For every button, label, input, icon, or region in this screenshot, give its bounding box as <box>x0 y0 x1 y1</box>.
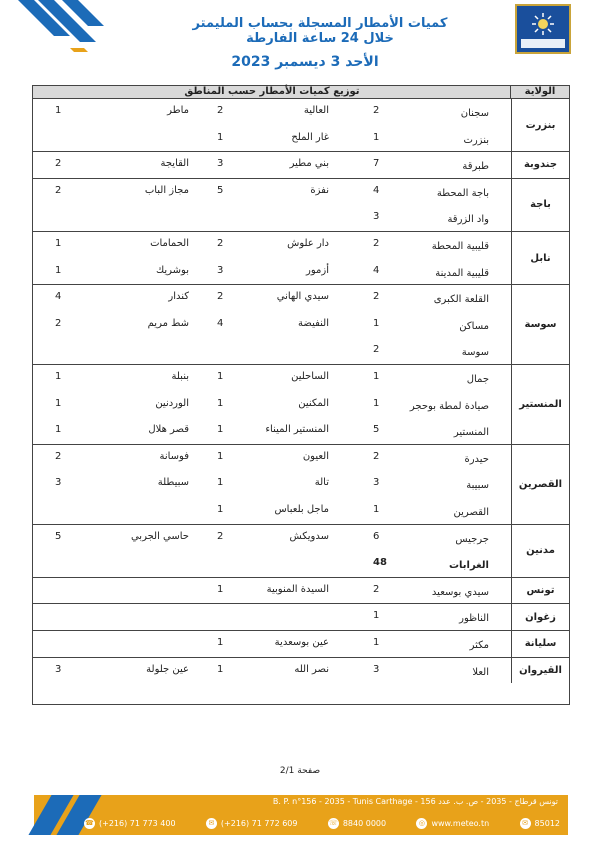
distribution-header: توزيع كميات الأمطار حسب المناطق <box>33 86 511 99</box>
rainfall-value: 1 <box>373 397 380 409</box>
rainfall-value: 7 <box>373 158 380 170</box>
station-name: كندار <box>168 291 189 303</box>
station-name: مساكن <box>459 320 489 332</box>
group-divider <box>33 178 511 179</box>
station-name: سبيطلة <box>157 477 189 489</box>
station-name: نصر الله <box>294 663 329 675</box>
station-name: أزمور <box>306 264 329 276</box>
governorate-cell: القصرين <box>511 444 569 524</box>
station-name: العالية <box>303 105 329 116</box>
rainfall-value: 2 <box>373 291 380 303</box>
group-divider <box>33 603 511 604</box>
station-name: القايجة <box>160 158 189 170</box>
station-name: العيون <box>302 450 329 462</box>
rainfall-value: 4 <box>55 291 62 303</box>
group-divider <box>33 364 511 365</box>
station-name: المنستير الميناء <box>265 424 329 436</box>
station-name: حيدرة <box>464 453 489 465</box>
rainfall-value: 2 <box>55 450 62 462</box>
decorative-stripes <box>0 0 110 60</box>
rainfall-value: 2 <box>55 158 62 170</box>
rainfall-value: 2 <box>373 344 380 356</box>
contact-text: (+216) 71 773 400 <box>99 819 176 828</box>
contact-item <box>328 818 386 829</box>
station-name: سيدي الهاني <box>276 291 329 303</box>
governorate-cell: سليانة <box>511 630 569 657</box>
rainfall-value: 1 <box>55 238 62 249</box>
report-subtitle: خلال 24 ساعة الفارطة <box>246 31 394 46</box>
sms-icon: ✉ <box>520 818 531 829</box>
rainfall-value: 3 <box>373 477 380 489</box>
rainfall-value: 5 <box>217 184 224 196</box>
report-header <box>150 16 490 46</box>
station-name: بوشريك <box>155 264 189 276</box>
rainfall-value: 4 <box>373 184 380 196</box>
station-name: سدويكش <box>289 530 329 542</box>
rainfall-table <box>32 85 570 705</box>
group-divider <box>33 524 511 525</box>
governorate-cell: نابل <box>511 231 569 284</box>
rainfall-value: 1 <box>217 397 224 409</box>
rainfall-value: 1 <box>373 637 380 648</box>
rainfall-value: 2 <box>217 291 224 303</box>
station-name: القصرين <box>453 507 489 518</box>
governorate-cell: المنستير <box>511 364 569 444</box>
phone-icon: ☎ <box>85 819 94 827</box>
rainfall-value: 2 <box>373 450 380 462</box>
rainfall-value: 5 <box>373 424 380 436</box>
station-name: الساحلين <box>291 371 329 382</box>
contact-item <box>520 818 560 829</box>
rainfall-value: 6 <box>373 530 380 542</box>
station-name: صيادة لمطة بوحجر <box>409 400 489 412</box>
footer-contacts <box>84 818 560 829</box>
governorate-cell: باجة <box>511 178 569 231</box>
rainfall-value: 2 <box>217 105 224 116</box>
rainfall-value: 3 <box>373 663 380 675</box>
governorate-cell: القيروان <box>511 657 569 684</box>
rainfall-value: 1 <box>217 371 224 382</box>
station-name: نفزة <box>310 184 329 196</box>
station-name: سيدي بوسعيد <box>431 586 489 598</box>
station-name: فوسانة <box>159 450 189 462</box>
rainfall-value: 1 <box>373 131 380 143</box>
station-name: سجنان <box>460 108 489 119</box>
governorate-cell: مدنين <box>511 524 569 577</box>
rainfall-value: 1 <box>217 637 224 648</box>
station-name: باجة المحطة <box>436 187 489 199</box>
governorate-cell: بنزرت <box>511 98 569 151</box>
rainfall-value: 3 <box>373 211 380 223</box>
station-name: المكنين <box>298 397 329 409</box>
station-name: المنستير <box>453 427 489 439</box>
governorate-cell: تونس <box>511 577 569 604</box>
rainfall-value: 1 <box>55 264 62 276</box>
governorate-cell: زغوان <box>511 603 569 630</box>
sun-icon <box>531 12 555 36</box>
rainfall-value: 1 <box>217 477 224 489</box>
station-name: سبيبة <box>466 480 489 492</box>
rainfall-value: 4 <box>373 264 380 276</box>
contact-item <box>206 818 298 829</box>
station-name: الحمامات <box>150 238 189 249</box>
rainfall-value: 3 <box>55 477 62 489</box>
rainfall-value: 1 <box>55 105 62 116</box>
station-name: القلعة الكبرى <box>433 294 489 306</box>
group-divider <box>33 284 511 285</box>
page-number: صفحة 2/1 <box>279 766 321 776</box>
rainfall-value: 1 <box>217 583 224 595</box>
station-name: قليبية المحطة <box>431 241 489 252</box>
station-name: شط مريم <box>147 317 189 329</box>
footer-bar <box>34 795 568 835</box>
station-name: طبرقة <box>462 161 489 173</box>
institute-logo <box>515 4 571 54</box>
group-divider <box>33 444 511 445</box>
rainfall-value: 2 <box>373 583 380 595</box>
contact-item <box>84 818 176 829</box>
web-icon: ◎ <box>416 818 427 829</box>
station-name: مجاز الباب <box>144 184 189 196</box>
group-divider <box>33 657 511 658</box>
report-title: كميات الأمطار المسجلة بحساب المليمتر <box>192 16 448 31</box>
station-name: النفيضة <box>298 317 329 329</box>
governorate-cell: جندوبة <box>511 151 569 178</box>
rainfall-value: 1 <box>217 450 224 462</box>
group-divider <box>33 630 511 631</box>
rainfall-value: 1 <box>373 504 380 515</box>
contact-text: 8840 0000 <box>342 819 387 828</box>
station-name: بني مطير <box>289 158 329 170</box>
governorate-header: الولاية <box>510 86 569 99</box>
station-name: جمال <box>466 374 489 385</box>
station-name: عين بوسعدية <box>274 637 329 648</box>
rainfall-value: 2 <box>55 317 62 329</box>
station-name: سوسة <box>461 347 489 359</box>
station-name: قليبية المدينة <box>435 267 489 279</box>
rainfall-value: 1 <box>217 131 224 143</box>
rainfall-value: 1 <box>217 424 224 436</box>
governorate-cell: سوسة <box>511 284 569 364</box>
station-name: الغرابات <box>448 560 489 572</box>
station-name: عين جلولة <box>146 663 189 675</box>
rainfall-value: 4 <box>217 317 224 329</box>
rainfall-value: 3 <box>55 663 62 675</box>
station-name: واد الزرقة <box>447 214 489 226</box>
rainfall-value: 3 <box>217 158 224 170</box>
rainfall-value: 1 <box>373 610 380 622</box>
station-name: بنزرت <box>463 134 489 146</box>
station-name: العلا <box>472 666 489 678</box>
station-name: السيدة المنوبية <box>266 583 329 595</box>
rainfall-value: 1 <box>55 397 62 409</box>
rainfall-value: 1 <box>373 317 380 329</box>
rainfall-value: 48 <box>373 557 387 569</box>
report-date: الأحد 3 ديسمبر 2023 <box>231 54 379 70</box>
logo-band <box>521 39 565 48</box>
rainfall-value: 1 <box>55 371 62 382</box>
station-name: ماطر <box>167 105 189 116</box>
rainfall-value: 1 <box>373 371 380 382</box>
rainfall-value: 3 <box>217 264 224 276</box>
rainfall-value: 2 <box>217 238 224 249</box>
station-name: مكثر <box>469 640 489 651</box>
contact-text: 85012 <box>534 819 560 828</box>
station-name: دار علوش <box>287 238 329 249</box>
rainfall-value: 2 <box>373 105 380 116</box>
rainfall-value: 5 <box>55 530 62 542</box>
station-name: الوردنين <box>155 397 189 409</box>
footer-address: B. P. n°156 - 2035 - Tunis Carthage - تونس قرطاج - 2035 - ص. ب. عدد 156 <box>272 797 558 806</box>
group-divider <box>33 231 511 232</box>
fax-icon: ✉ <box>206 818 217 829</box>
station-name: حاسي الجربي <box>130 530 189 542</box>
station-name: ماجل بلعباس <box>274 504 329 515</box>
station-name: جرجيس <box>455 533 489 545</box>
station-name: تالة <box>314 477 329 489</box>
contact-text: www.meteo.tn <box>431 819 490 828</box>
station-name: بنبلة <box>171 371 189 382</box>
call-icon: ☏ <box>328 819 338 827</box>
group-divider <box>33 151 511 152</box>
station-name: غار الملح <box>291 131 329 143</box>
rainfall-value: 1 <box>217 663 224 675</box>
station-name: قصر هلال <box>148 424 189 436</box>
station-name: الناظور <box>459 613 489 625</box>
rainfall-value: 1 <box>55 424 62 436</box>
contact-item <box>416 818 489 829</box>
rainfall-value: 2 <box>55 184 62 196</box>
rainfall-value: 2 <box>217 530 224 542</box>
rainfall-value: 2 <box>373 238 380 249</box>
group-divider <box>33 577 511 578</box>
contact-text: (+216) 71 772 609 <box>220 819 298 828</box>
rainfall-value: 1 <box>217 504 224 515</box>
